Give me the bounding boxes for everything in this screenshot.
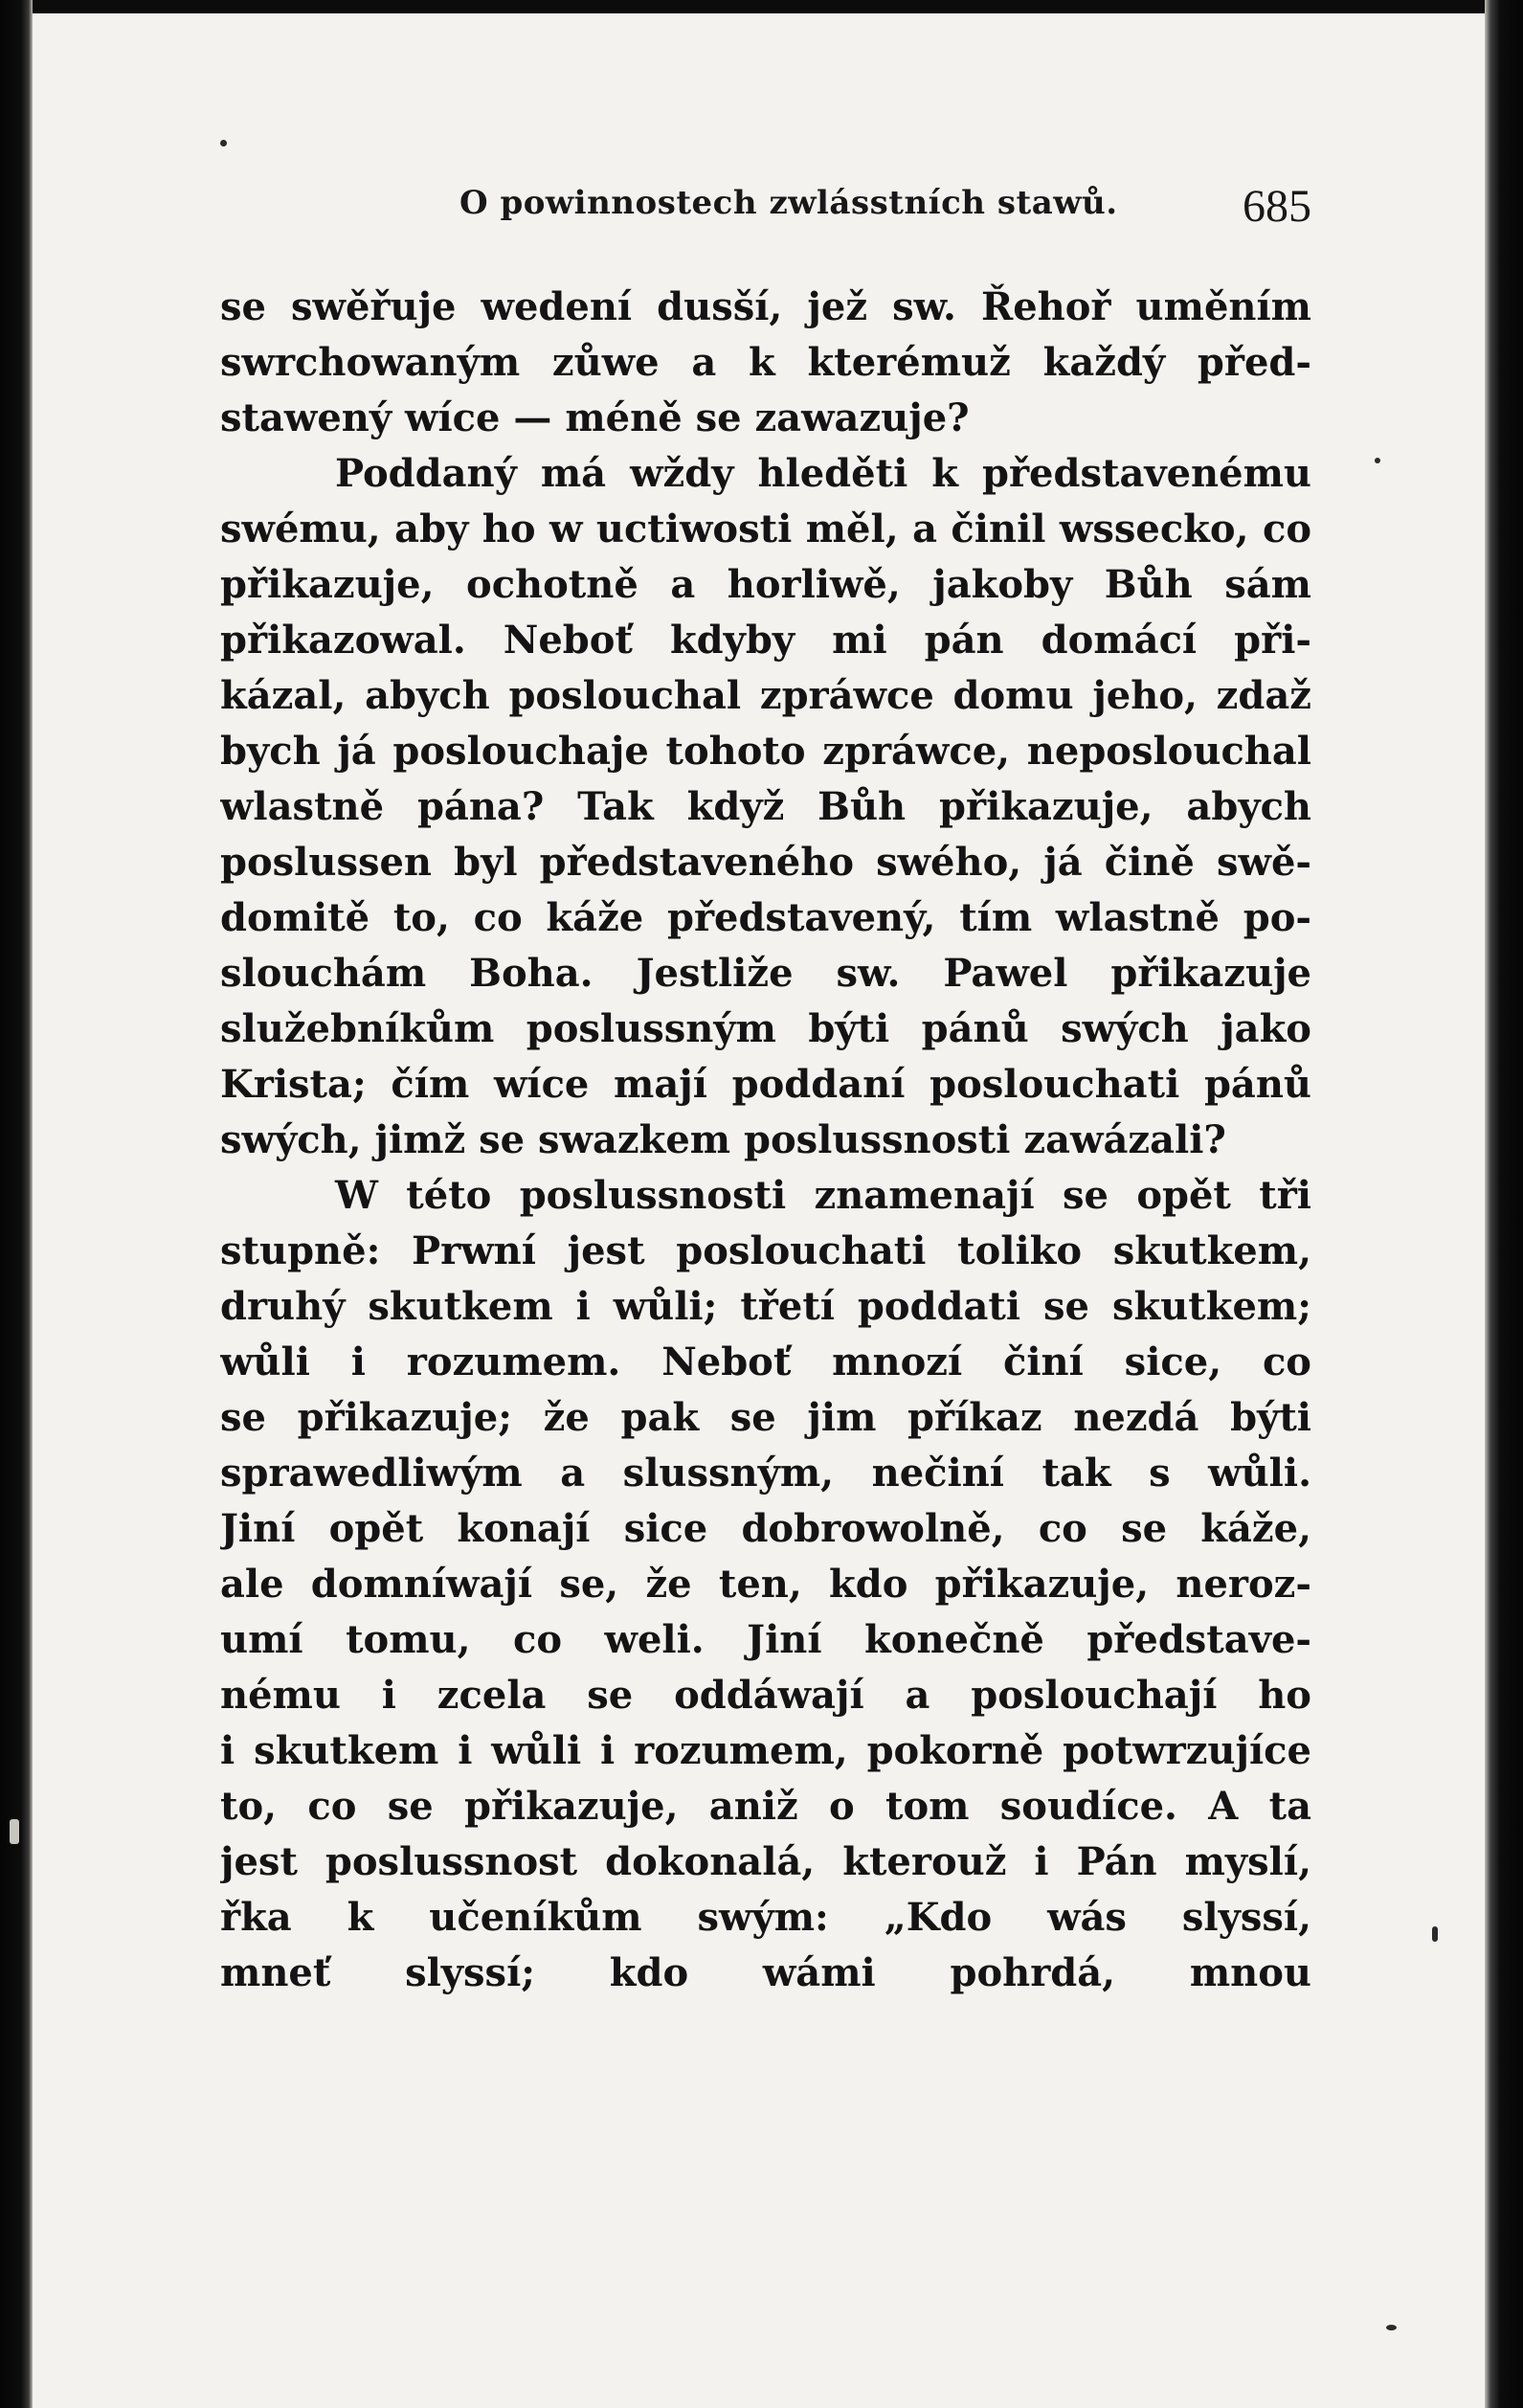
text-line: se swěřuje wedení dusší, jež sw. Řehoř uměním: [220, 284, 1311, 329]
text-line: slouchám Boha. Jestliže sw. Pawel přikazuje: [220, 951, 1311, 996]
body-text: [220, 280, 1311, 2001]
text-line: řka k učeníkům swým: „Kdo wás slyssí,: [220, 1895, 1311, 1940]
text-line: swých, jimž se swazkem poslussnosti zawázali?: [220, 1117, 1226, 1162]
text-line: bych já poslouchaje tohoto zpráwce, neposlouchal: [220, 729, 1311, 774]
text-line: sprawedliwým a slussným, nečiní tak s wůli.: [220, 1451, 1311, 1496]
text-line: přikazuje, ochotně a horliwě, jakoby Bůh sám: [220, 562, 1311, 607]
scan-speck: [10, 1819, 19, 1844]
text-line: se přikazuje; že pak se jim příkaz nezdá býti: [220, 1395, 1311, 1440]
scan-speck: [1432, 1926, 1438, 1942]
text-line: nému i zcela se oddáwají a poslouchají ho: [220, 1673, 1311, 1718]
text-line: mneť slyssí; kdo wámi pohrdá, mnou: [220, 1950, 1311, 1995]
text-line: W této poslussnosti znamenají se opět tři: [335, 1173, 1311, 1218]
text-line: Jiní opět konají sice dobrowolně, co se káže,: [220, 1506, 1311, 1551]
text-line: swému, aby ho w uctiwosti měl, a činil wssecko, co: [220, 506, 1311, 551]
text-line: wůli i rozumem. Neboť mnozí činí sice, co: [220, 1339, 1311, 1384]
text-line: jest poslussnost dokonalá, kterouž i Pán myslí,: [220, 1839, 1311, 1884]
text-line: i skutkem i wůli i rozumem, pokorně potwrzujíce: [220, 1728, 1311, 1773]
text-line: wlastně pána? Tak když Bůh přikazuje, abych: [220, 784, 1311, 829]
text-line: stawený wíce — méně se zawazuje?: [220, 395, 970, 440]
page-number: 685: [1243, 181, 1311, 232]
text-line: umí tomu, co weli. Jiní konečně představe-: [220, 1617, 1311, 1662]
scan-speck: [1386, 2325, 1397, 2330]
scan-edge-right: [1485, 0, 1523, 2408]
scan-edge-left: [0, 0, 33, 2408]
text-line: druhý skutkem i wůli; třetí poddati se skutkem;: [220, 1284, 1311, 1329]
running-head: [220, 180, 1311, 237]
text-line: poslussen byl představeného swého, já čině swě-: [220, 840, 1311, 885]
text-line: domitě to, co káže představený, tím wlastně po-: [220, 895, 1311, 940]
text-line: Krista; čím wíce mají poddaní poslouchati pánů: [220, 1062, 1311, 1107]
text-line: Poddaný má wždy hleděti k představenému: [335, 451, 1311, 496]
scan-speck: [220, 140, 227, 146]
text-line: swrchowaným zůwe a k kterémuž každý před-: [220, 340, 1311, 385]
text-line: služebníkům poslussným býti pánů swých jako: [220, 1006, 1311, 1051]
text-line: stupně: Prwní jest poslouchati toliko skutkem,: [220, 1228, 1311, 1273]
text-line: to, co se přikazuje, aniž o tom soudíce. A ta: [220, 1784, 1311, 1829]
text-line: ale domníwají se, že ten, kdo přikazuje, neroz-: [220, 1562, 1311, 1607]
scan-speck: [1375, 458, 1380, 463]
text-line: přikazowal. Neboť kdyby mi pán domácí při-: [220, 618, 1311, 663]
text-line: kázal, abych poslouchal zpráwce domu jeho, zdaž: [220, 673, 1311, 718]
scan-edge-top: [0, 0, 1523, 13]
running-title: O powinnostech zwlásstních stawů.: [459, 184, 1118, 222]
